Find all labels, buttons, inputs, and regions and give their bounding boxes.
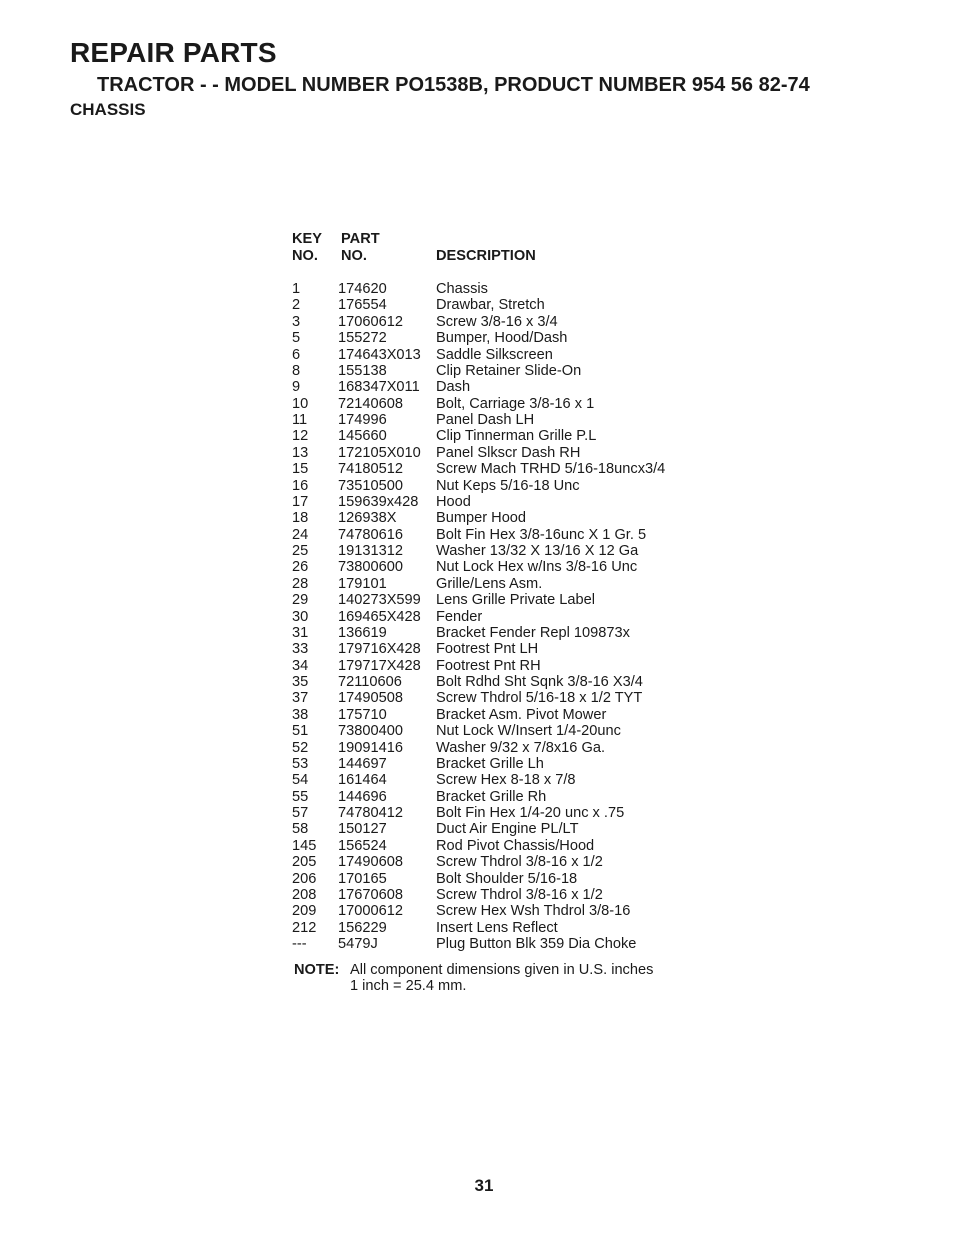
description-cell: Bracket Grille Rh xyxy=(436,788,547,805)
part-header-line2: NO. xyxy=(341,248,367,264)
key-cell: 51 xyxy=(292,723,309,740)
key-cell: 208 xyxy=(292,886,317,903)
description-cell: Bolt, Carriage 3/8-16 x 1 xyxy=(436,395,595,412)
description-cell: Bumper, Hood/Dash xyxy=(436,330,568,347)
key-header-line2: NO. xyxy=(292,248,318,264)
description-cell: Screw Mach TRHD 5/16-18uncx3/4 xyxy=(436,461,666,478)
key-cell: 18 xyxy=(292,510,309,527)
part-number-cell: 144696 xyxy=(338,788,387,805)
part-number-cell: 17490508 xyxy=(338,690,403,707)
description-cell: Bolt Rdhd Sht Sqnk 3/8-16 X3/4 xyxy=(436,674,643,690)
description-cell: Clip Retainer Slide-On xyxy=(436,362,582,379)
part-number-cell: 74180512 xyxy=(338,461,403,478)
part-number-cell: 172105X010 xyxy=(338,444,421,461)
part-number-cell: 159639x428 xyxy=(338,493,419,510)
part-number-cell: 150127 xyxy=(338,821,387,838)
part-number-cell: 174996 xyxy=(338,412,387,428)
key-cell: 35 xyxy=(292,674,309,690)
key-cell: 16 xyxy=(292,477,309,494)
description-cell: Dash xyxy=(436,379,471,396)
key-cell: 13 xyxy=(292,444,309,461)
part-number-cell: 73800600 xyxy=(338,559,403,576)
key-cell: 34 xyxy=(292,657,309,674)
part-number-cell: 174643X013 xyxy=(338,346,421,363)
description-cell: Footrest Pnt RH xyxy=(436,657,541,674)
description-cell: Bolt Fin Hex 3/8-16unc X 1 Gr. 5 xyxy=(436,526,647,543)
key-cell: 31 xyxy=(292,624,309,641)
key-cell: 212 xyxy=(292,919,317,936)
note-text-line2: 1 inch = 25.4 mm. xyxy=(350,978,467,994)
part-number-cell: 155272 xyxy=(338,330,387,347)
description-cell: Screw Thdrol 3/8-16 x 1/2 xyxy=(436,886,603,903)
description-cell: Plug Button Blk 359 Dia Choke xyxy=(436,936,637,952)
part-number-cell: 170165 xyxy=(338,870,387,887)
key-cell: 3 xyxy=(292,313,301,330)
description-cell: Fender xyxy=(436,608,483,625)
part-number-cell: 126938X xyxy=(338,510,397,527)
part-number-cell: 145660 xyxy=(338,428,387,445)
description-cell: Screw 3/8-16 x 3/4 xyxy=(436,313,558,330)
description-cell: Panel Slkscr Dash RH xyxy=(436,444,581,461)
part-number-cell: 5479J xyxy=(338,936,378,952)
part-number-cell: 17000612 xyxy=(338,903,403,920)
description-cell: Duct Air Engine PL/LT xyxy=(436,821,579,838)
part-number-cell: 73510500 xyxy=(338,477,403,494)
description-cell: Rod Pivot Chassis/Hood xyxy=(436,837,595,854)
key-cell: 12 xyxy=(292,428,309,445)
key-cell: 54 xyxy=(292,772,309,789)
description-cell: Screw Thdrol 5/16-18 x 1/2 TYT xyxy=(436,690,643,707)
description-cell: Bumper Hood xyxy=(436,510,527,527)
part-header-line1: PART xyxy=(341,231,380,247)
part-number-cell: 156229 xyxy=(338,919,387,936)
description-cell: Drawbar, Stretch xyxy=(436,297,545,314)
description-cell: Hood xyxy=(436,493,471,510)
description-cell: Footrest Pnt LH xyxy=(436,641,539,658)
part-number-cell: 175710 xyxy=(338,706,387,723)
part-number-cell: 179101 xyxy=(338,575,387,592)
description-cell: Panel Dash LH xyxy=(436,412,535,428)
description-cell: Nut Lock Hex w/Ins 3/8-16 Unc xyxy=(436,559,638,576)
key-cell: 58 xyxy=(292,821,309,838)
key-cell: 25 xyxy=(292,543,309,559)
description-cell: Saddle Silkscreen xyxy=(436,346,553,363)
part-number-cell: 17060612 xyxy=(338,313,403,330)
key-cell: 57 xyxy=(292,805,309,821)
part-number-cell: 17670608 xyxy=(338,886,403,903)
description-cell: Screw Hex Wsh Thdrol 3/8-16 xyxy=(436,903,631,920)
description-cell: Lens Grille Private Label xyxy=(436,592,595,609)
key-cell: 17 xyxy=(292,493,309,510)
part-number-cell: 176554 xyxy=(338,297,387,314)
key-cell: 55 xyxy=(292,788,309,805)
description-cell: Clip Tinnerman Grille P.L xyxy=(436,428,597,445)
note-label: NOTE: xyxy=(294,962,340,978)
part-number-cell: 74780412 xyxy=(338,805,403,821)
part-number-cell: 19131312 xyxy=(338,543,403,559)
key-cell: 2 xyxy=(292,297,301,314)
part-number-cell: 179717X428 xyxy=(338,657,421,674)
key-cell: 38 xyxy=(292,706,309,723)
page-number: 31 xyxy=(474,1176,494,1195)
part-number-cell: 161464 xyxy=(338,772,387,789)
key-cell: 8 xyxy=(292,362,301,379)
key-cell: 15 xyxy=(292,461,309,478)
part-number-cell: 168347X011 xyxy=(338,379,420,396)
part-number-cell: 174620 xyxy=(338,281,387,297)
description-cell: Bracket Asm. Pivot Mower xyxy=(436,706,607,723)
key-cell: 37 xyxy=(292,690,309,707)
description-cell: Bracket Grille Lh xyxy=(436,755,544,772)
description-cell: Screw Hex 8-18 x 7/8 xyxy=(436,772,576,789)
description-cell: Nut Lock W/Insert 1/4-20unc xyxy=(436,723,621,740)
key-cell: --- xyxy=(292,936,307,952)
description-header: DESCRIPTION xyxy=(436,248,536,264)
key-cell: 52 xyxy=(292,739,309,756)
part-number-cell: 17490608 xyxy=(338,854,403,871)
key-cell: 11 xyxy=(292,412,308,428)
part-number-cell: 72110606 xyxy=(338,674,402,690)
part-number-cell: 155138 xyxy=(338,362,387,379)
part-number-cell: 144697 xyxy=(338,755,387,772)
part-number-cell: 140273X599 xyxy=(338,592,421,609)
part-number-cell: 72140608 xyxy=(338,395,403,412)
page-title: REPAIR PARTS xyxy=(70,37,277,68)
key-cell: 28 xyxy=(292,575,309,592)
key-cell: 9 xyxy=(292,379,301,396)
key-cell: 10 xyxy=(292,395,309,412)
note-text-line1: All component dimensions given in U.S. inches xyxy=(350,962,654,978)
part-number-cell: 179716X428 xyxy=(338,641,421,658)
key-cell: 5 xyxy=(292,330,301,347)
key-cell: 206 xyxy=(292,870,317,887)
part-number-cell: 19091416 xyxy=(338,739,403,756)
key-cell: 30 xyxy=(292,608,309,625)
description-cell: Washer 9/32 x 7/8x16 Ga. xyxy=(436,739,605,756)
description-cell: Chassis xyxy=(436,281,488,297)
key-header-line1: KEY xyxy=(292,231,323,247)
description-cell: Grille/Lens Asm. xyxy=(436,575,543,592)
part-number-cell: 74780616 xyxy=(338,526,403,543)
part-number-cell: 156524 xyxy=(338,837,387,854)
key-cell: 1 xyxy=(292,281,301,297)
model-subtitle: TRACTOR - - MODEL NUMBER PO1538B, PRODUCT NUMBER 954 56 82-74 xyxy=(97,74,810,96)
key-cell: 209 xyxy=(292,903,317,920)
section-title: CHASSIS xyxy=(70,100,146,119)
key-cell: 145 xyxy=(292,837,317,854)
key-cell: 26 xyxy=(292,559,309,576)
description-cell: Bolt Shoulder 5/16-18 xyxy=(436,870,578,887)
part-number-cell: 73800400 xyxy=(338,723,403,740)
description-cell: Bolt Fin Hex 1/4-20 unc x .75 xyxy=(436,805,625,821)
part-number-cell: 169465X428 xyxy=(338,608,421,625)
part-number-cell: 136619 xyxy=(338,624,387,641)
description-cell: Screw Thdrol 3/8-16 x 1/2 xyxy=(436,854,603,871)
description-cell: Washer 13/32 X 13/16 X 12 Ga xyxy=(436,543,639,559)
description-cell: Nut Keps 5/16-18 Unc xyxy=(436,477,580,494)
key-cell: 29 xyxy=(292,592,309,609)
key-cell: 6 xyxy=(292,346,301,363)
key-cell: 33 xyxy=(292,641,309,658)
description-cell: Bracket Fender Repl 109873x xyxy=(436,624,630,641)
key-cell: 53 xyxy=(292,755,309,772)
key-cell: 205 xyxy=(292,854,317,871)
description-cell: Insert Lens Reflect xyxy=(436,919,558,936)
key-cell: 24 xyxy=(292,526,309,543)
